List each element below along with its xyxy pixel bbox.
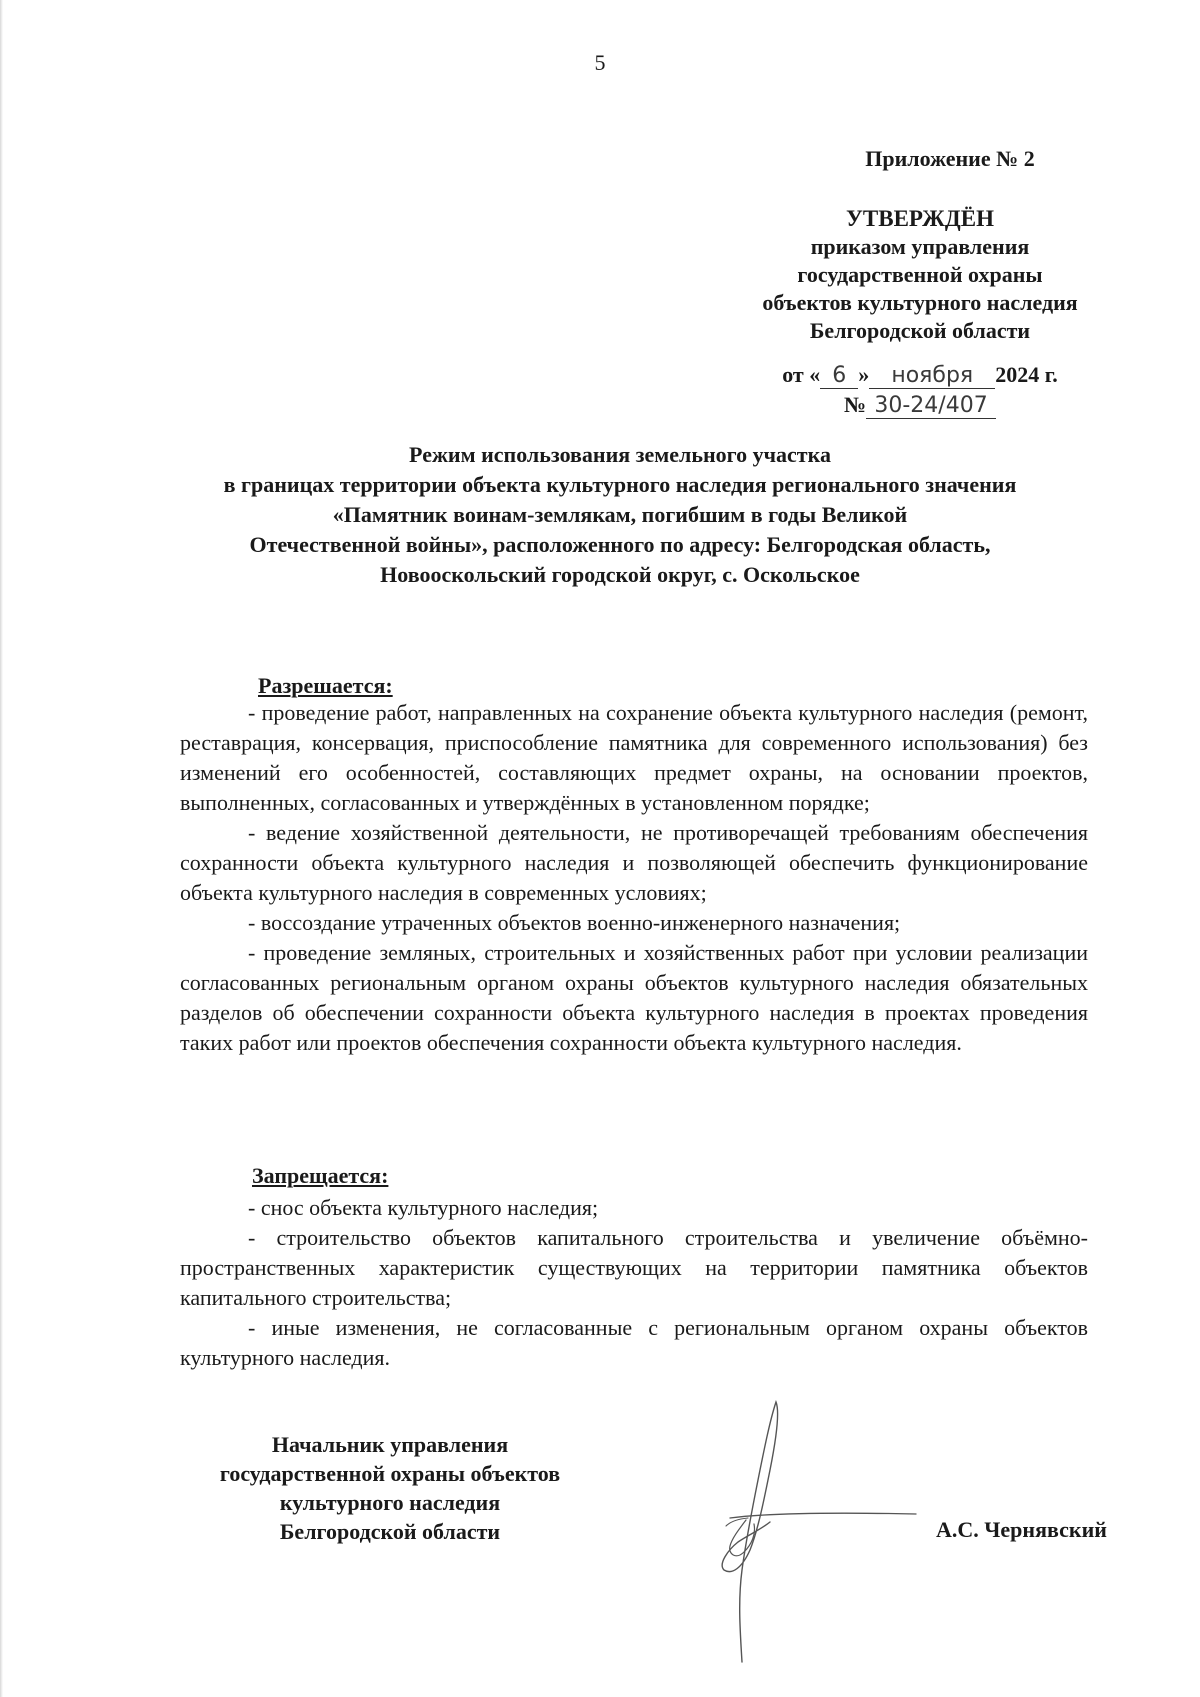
- approved-heading: УТВЕРЖДЁН: [846, 206, 994, 231]
- forbidden-heading: Запрещается:: [252, 1163, 389, 1188]
- title-line: Новооскольский городской округ, с. Оскольское: [380, 562, 860, 587]
- approval-number: [720, 391, 1120, 419]
- allowed-item: - ведение хозяйственной деятельности, не противоречащей требованиям обеспечения сохранности объекта культурного наследия и позволяющей обеспечить функционирование объекта культурного наследия в современных условиях;: [180, 820, 1088, 905]
- title-line: в границах территории объекта культурного наследия регионального значения: [223, 472, 1017, 497]
- title-line: Отечественной войны», расположенного по адресу: Белгородская область,: [249, 532, 991, 557]
- number-handwritten: 30-24/407: [866, 394, 996, 419]
- signatory-line: культурного наследия: [279, 1490, 501, 1515]
- forbidden-item: - снос объекта культурного наследия;: [248, 1195, 599, 1220]
- number-prefix: №: [843, 392, 867, 417]
- page-number: 5: [594, 50, 606, 75]
- date-month-handwritten: ноября: [869, 364, 995, 389]
- signatory-line: государственной охраны объектов: [219, 1461, 561, 1486]
- approval-line: приказом управления: [810, 234, 1030, 259]
- signatory-line: Начальник управления: [271, 1432, 509, 1457]
- approval-line: Белгородской области: [809, 318, 1031, 343]
- signatory-title: [180, 1430, 600, 1546]
- date-mid: »: [858, 362, 870, 387]
- allowed-item: - проведение работ, направленных на сохранение объекта культурного наследия (ремонт, реставрация, консервация, приспособление памятника для современного использования) без изменений его особенностей, составляющих предмет охраны, на основании проектов, выполненных, согласованных и утверждённых в установленном порядке;: [180, 700, 1088, 815]
- date-year: 2024 г.: [995, 362, 1058, 387]
- approval-block: [720, 145, 1120, 435]
- allowed-item: - воссоздание утраченных объектов военно-инженерного назначения;: [248, 910, 901, 935]
- allowed-item: - проведение земляных, строительных и хозяйственных работ при условии реализации согласованных региональным органом охраны объектов культурного наследия обязательных разделов об обеспечении сохранности объекта культурного наследия в проектах проведения таких работ или проектов обеспечения сохранности объекта культурного наследия.: [180, 940, 1088, 1055]
- date-prefix: от «: [782, 362, 821, 387]
- allowed-heading: Разрешается:: [258, 673, 393, 698]
- approval-date: [720, 361, 1120, 389]
- handwritten-signature: [680, 1400, 920, 1670]
- signer-name: А.С. Чернявский: [936, 1517, 1107, 1542]
- signatory-line: Белгородской области: [279, 1519, 501, 1544]
- forbidden-list: [180, 1193, 1088, 1373]
- title-line: «Памятник воинам-землякам, погибшим в годы Великой: [332, 502, 908, 527]
- scan-edge: [0, 0, 3, 1697]
- allowed-list: [180, 698, 1088, 1058]
- approval-line: объектов культурного наследия: [762, 290, 1078, 315]
- forbidden-item: - строительство объектов капитального строительства и увеличение объёмно-пространственных характеристик существующих на территории памятника объектов капитального строительства;: [180, 1225, 1088, 1310]
- title-line: Режим использования земельного участка: [409, 442, 831, 467]
- forbidden-item: - иные изменения, не согласованные с региональным органом охраны объектов культурного наследия.: [180, 1315, 1088, 1370]
- appendix-label: Приложение № 2: [865, 146, 1035, 171]
- date-day-handwritten: 6: [820, 364, 858, 389]
- document-title: [160, 440, 1080, 590]
- approval-line: государственной охраны: [797, 262, 1043, 287]
